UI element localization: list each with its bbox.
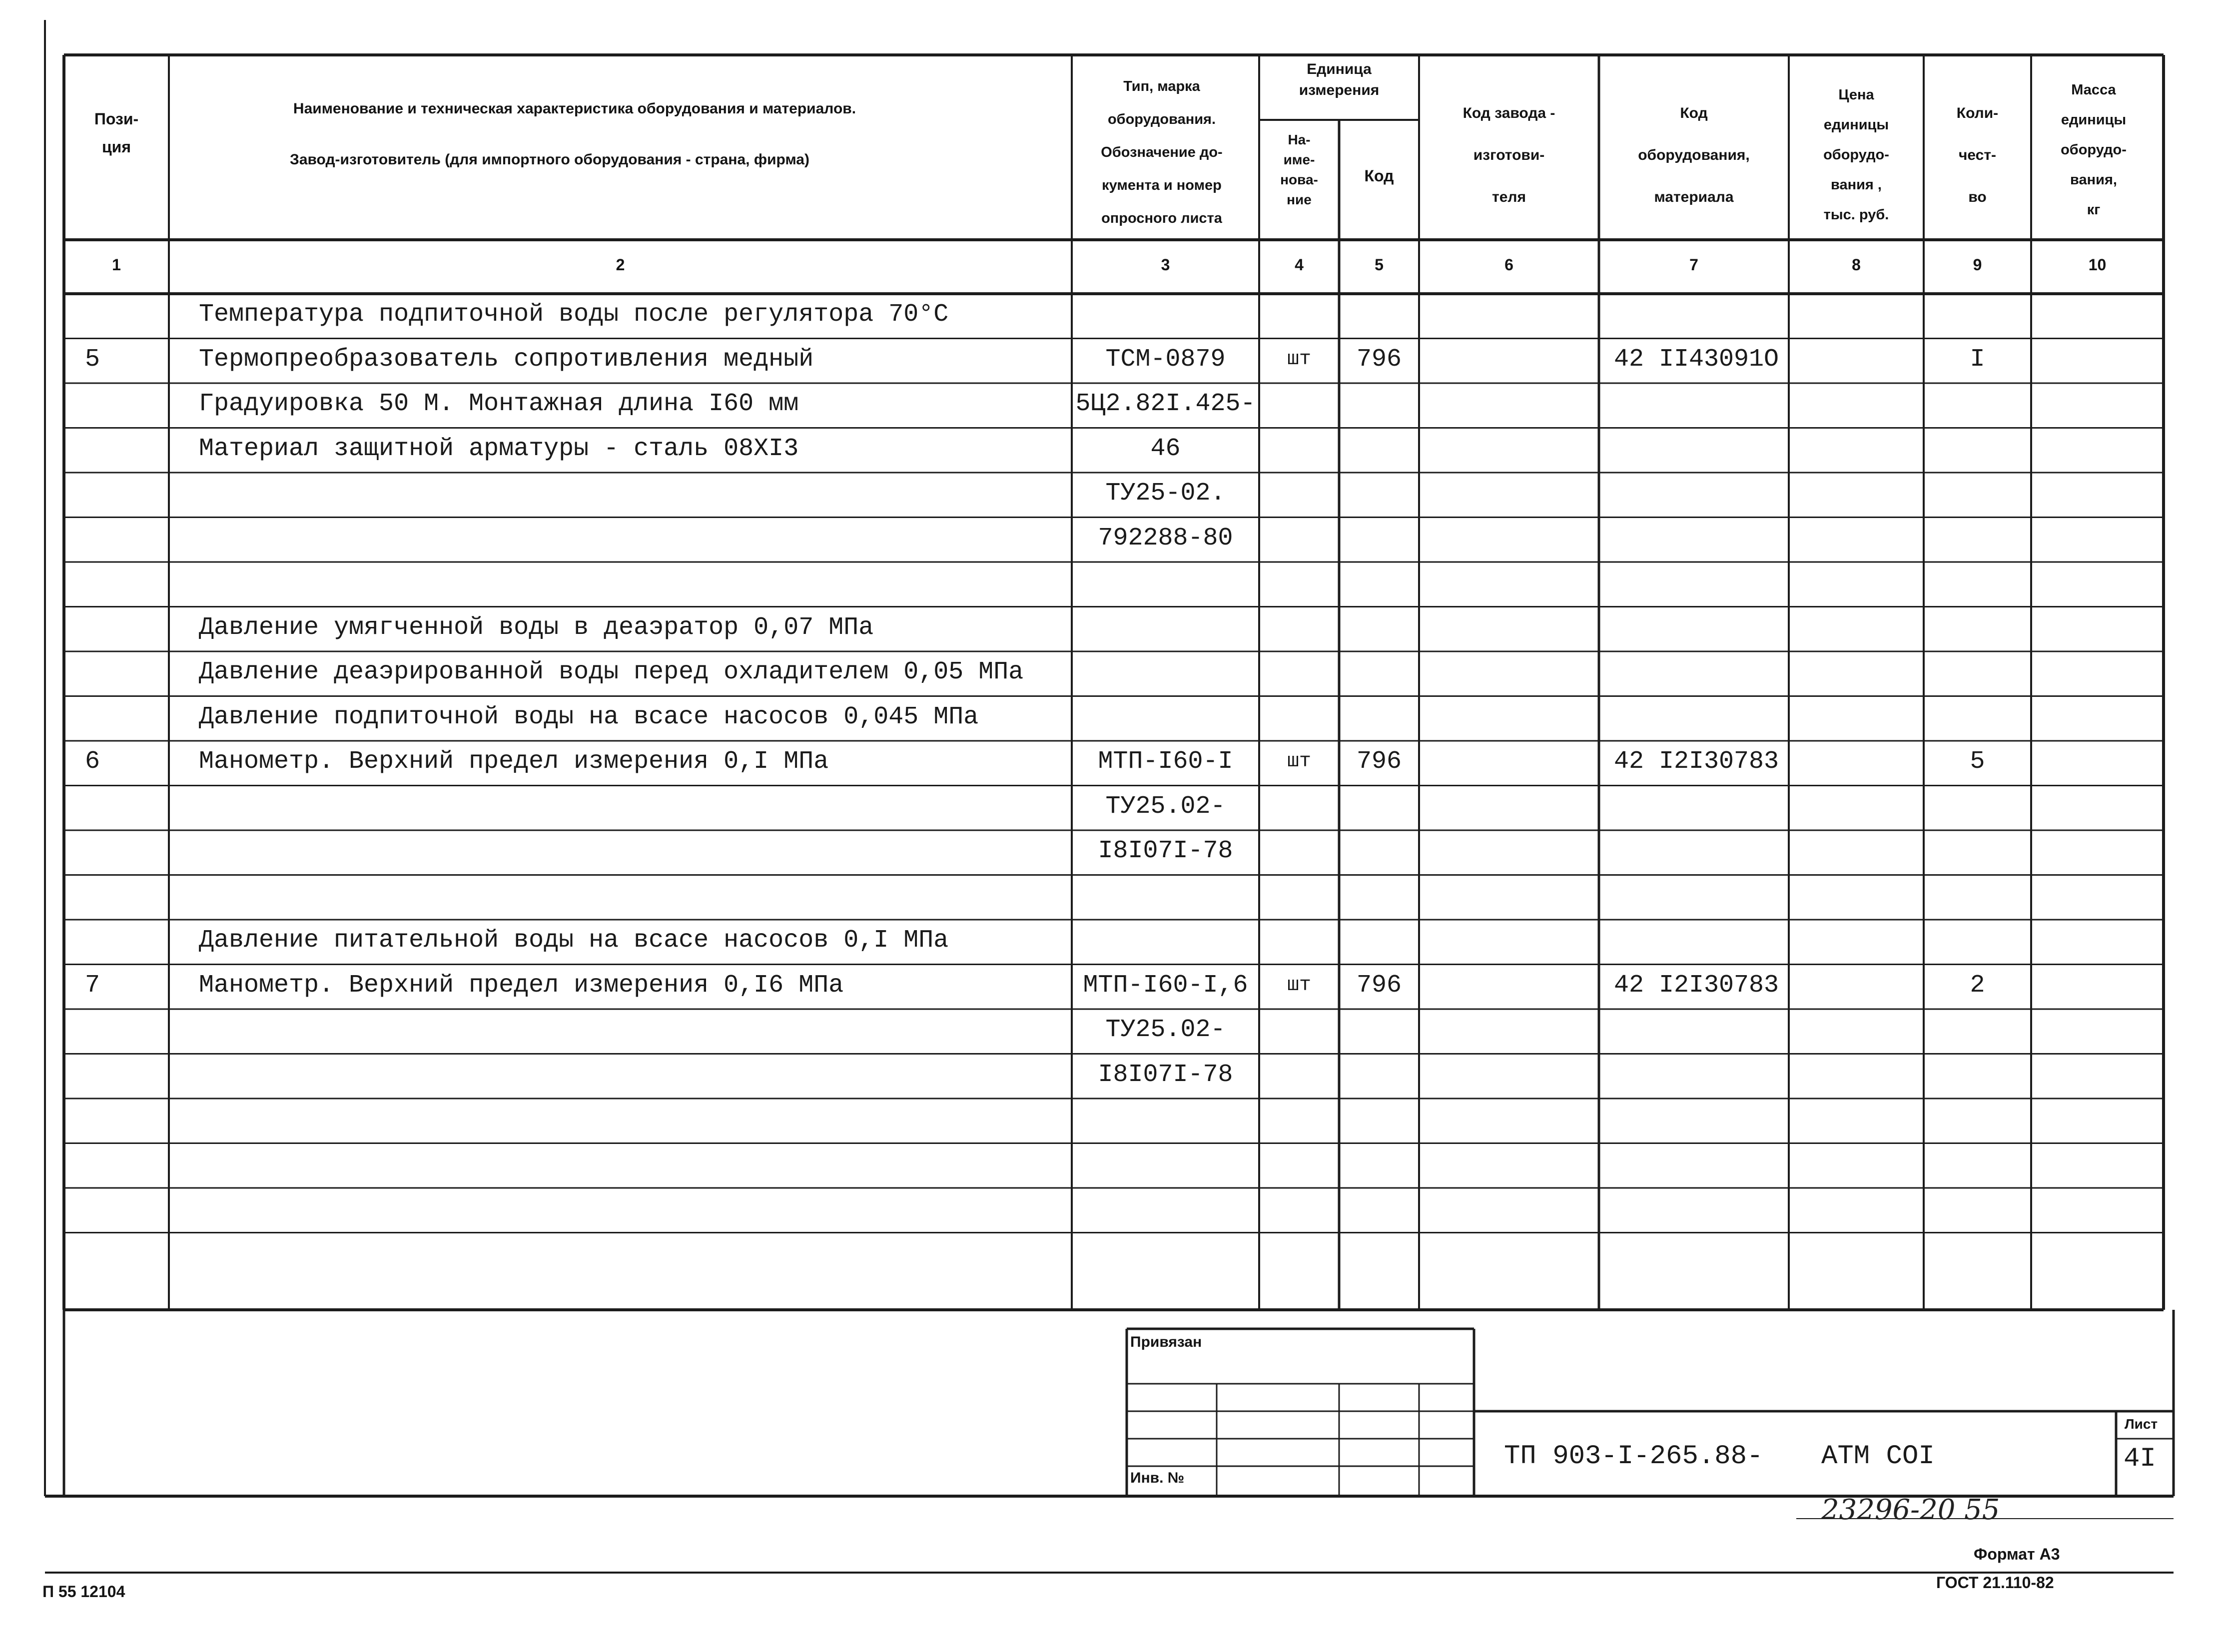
header-quantity: Коли- чест- во — [1956, 105, 1999, 205]
column-number-4: 4 — [1295, 256, 1304, 274]
row-16-quantity: 2 — [1970, 971, 1985, 1000]
header-price: Цена единицы оборудо- вания , тыс. руб. — [1823, 87, 1889, 223]
row-2-quantity: I — [1970, 345, 1985, 374]
row-6-type-mark: 792288-80 — [1098, 524, 1233, 552]
header-name-line2: Завод-изготовитель (для импортного оборудования - страна, фирма) — [290, 151, 809, 168]
row-12-type-mark: ТУ25.02- — [1105, 792, 1226, 821]
row-11-equipment-code: 42 I2I30783 — [1614, 747, 1779, 776]
document-mark: АТМ СОI — [1821, 1441, 1935, 1472]
row-2-position: 5 — [85, 345, 100, 374]
header-mass: Масса единицы оборудо- вания, кг — [2061, 82, 2127, 218]
row-17-type-mark: ТУ25.02- — [1105, 1016, 1226, 1044]
column-number-5: 5 — [1375, 256, 1384, 274]
row-10-description: Давление подпиточной воды на всасе насосов 0,045 МПа — [199, 702, 979, 731]
form-code: П 55 12104 — [42, 1583, 125, 1601]
row-13-type-mark: I8I07I-78 — [1098, 837, 1233, 865]
column-number-6: 6 — [1504, 256, 1513, 274]
row-3-description: Градуировка 50 М. Монтажная длина I60 мм — [199, 390, 799, 418]
header-position: Пози- ция — [94, 110, 139, 156]
row-9-description: Давление деаэрированной воды перед охладителем 0,05 МПа — [199, 658, 1024, 686]
row-11-position: 6 — [85, 747, 100, 776]
document-code: ТП 903-I-265.88- — [1504, 1441, 1763, 1472]
column-number-7: 7 — [1689, 256, 1698, 274]
row-18-type-mark: I8I07I-78 — [1098, 1060, 1233, 1089]
row-11-unit-code: 796 — [1356, 747, 1402, 776]
row-16-unit-name: шт — [1287, 974, 1311, 997]
column-number-1: 1 — [112, 256, 121, 274]
row-16-type-mark: МТП-I60-I,6 — [1083, 971, 1248, 1000]
format-label: Формат А3 — [1974, 1545, 2060, 1563]
column-number-3: 3 — [1161, 256, 1170, 274]
header-factory-code: Код завода - изготови- теля — [1463, 105, 1555, 205]
row-11-quantity: 5 — [1970, 747, 1985, 776]
column-number-8: 8 — [1852, 256, 1861, 274]
row-11-type-mark: МТП-I60-I — [1098, 747, 1233, 776]
column-number-2: 2 — [616, 256, 625, 274]
header-type: Тип, марка оборудования. Обозначение до- кумента и номер опросного листа — [1101, 78, 1223, 226]
sheet-number: 4I — [2124, 1444, 2156, 1474]
row-1-description: Температура подпиточной воды после регулятора 70°С — [199, 300, 949, 329]
row-11-unit-name: шт — [1287, 750, 1311, 773]
handwritten-number: 23296-20 55 — [1821, 1494, 2000, 1526]
header-unit-group: На- име- нова- ние — [1280, 132, 1318, 207]
row-16-equipment-code: 42 I2I30783 — [1614, 971, 1779, 1000]
row-16-position: 7 — [85, 971, 100, 1000]
row-2-type-mark: ТСМ-0879 — [1105, 345, 1226, 374]
row-16-unit-code: 796 — [1356, 971, 1402, 1000]
header-unit-code: Код — [1364, 167, 1394, 185]
row-2-equipment-code: 42 II43091O — [1614, 345, 1779, 374]
row-8-description: Давление умягченной воды в деаэратор 0,07 МПа — [199, 613, 874, 642]
row-2-unit-code: 796 — [1356, 345, 1402, 374]
row-2-description: Термопреобразователь сопротивления медный — [199, 345, 814, 374]
gost-label: ГОСТ 21.110-82 — [1936, 1574, 2054, 1592]
stamp-inventory-label: Инв. № — [1130, 1470, 1185, 1486]
stamp-attached-label: Привязан — [1130, 1334, 1202, 1350]
row-3-type-mark: 5Ц2.82I.425- — [1075, 390, 1256, 418]
column-number-9: 9 — [1973, 256, 1982, 274]
row-16-description: Манометр. Верхний предел измерения 0,I6 МПа — [199, 971, 844, 1000]
header-unit-title: Единица измерения — [1299, 61, 1380, 98]
header-name-line1: Наименование и техническая характеристика оборудования и материалов. — [293, 100, 856, 117]
column-number-10: 10 — [2088, 256, 2107, 274]
row-4-type-mark: 46 — [1150, 434, 1181, 463]
row-5-type-mark: ТУ25-02. — [1105, 479, 1226, 508]
sheet-label: Лист — [2125, 1416, 2158, 1432]
row-11-description: Манометр. Верхний предел измерения 0,I МПа — [199, 747, 829, 776]
row-15-description: Давление питательной воды на всасе насосов 0,I МПа — [199, 926, 949, 955]
row-2-unit-name: шт — [1287, 348, 1311, 371]
header-equipment-code: Код оборудования, материала — [1638, 105, 1750, 205]
row-4-description: Материал защитной арматуры - сталь 08XI3 — [199, 434, 799, 463]
